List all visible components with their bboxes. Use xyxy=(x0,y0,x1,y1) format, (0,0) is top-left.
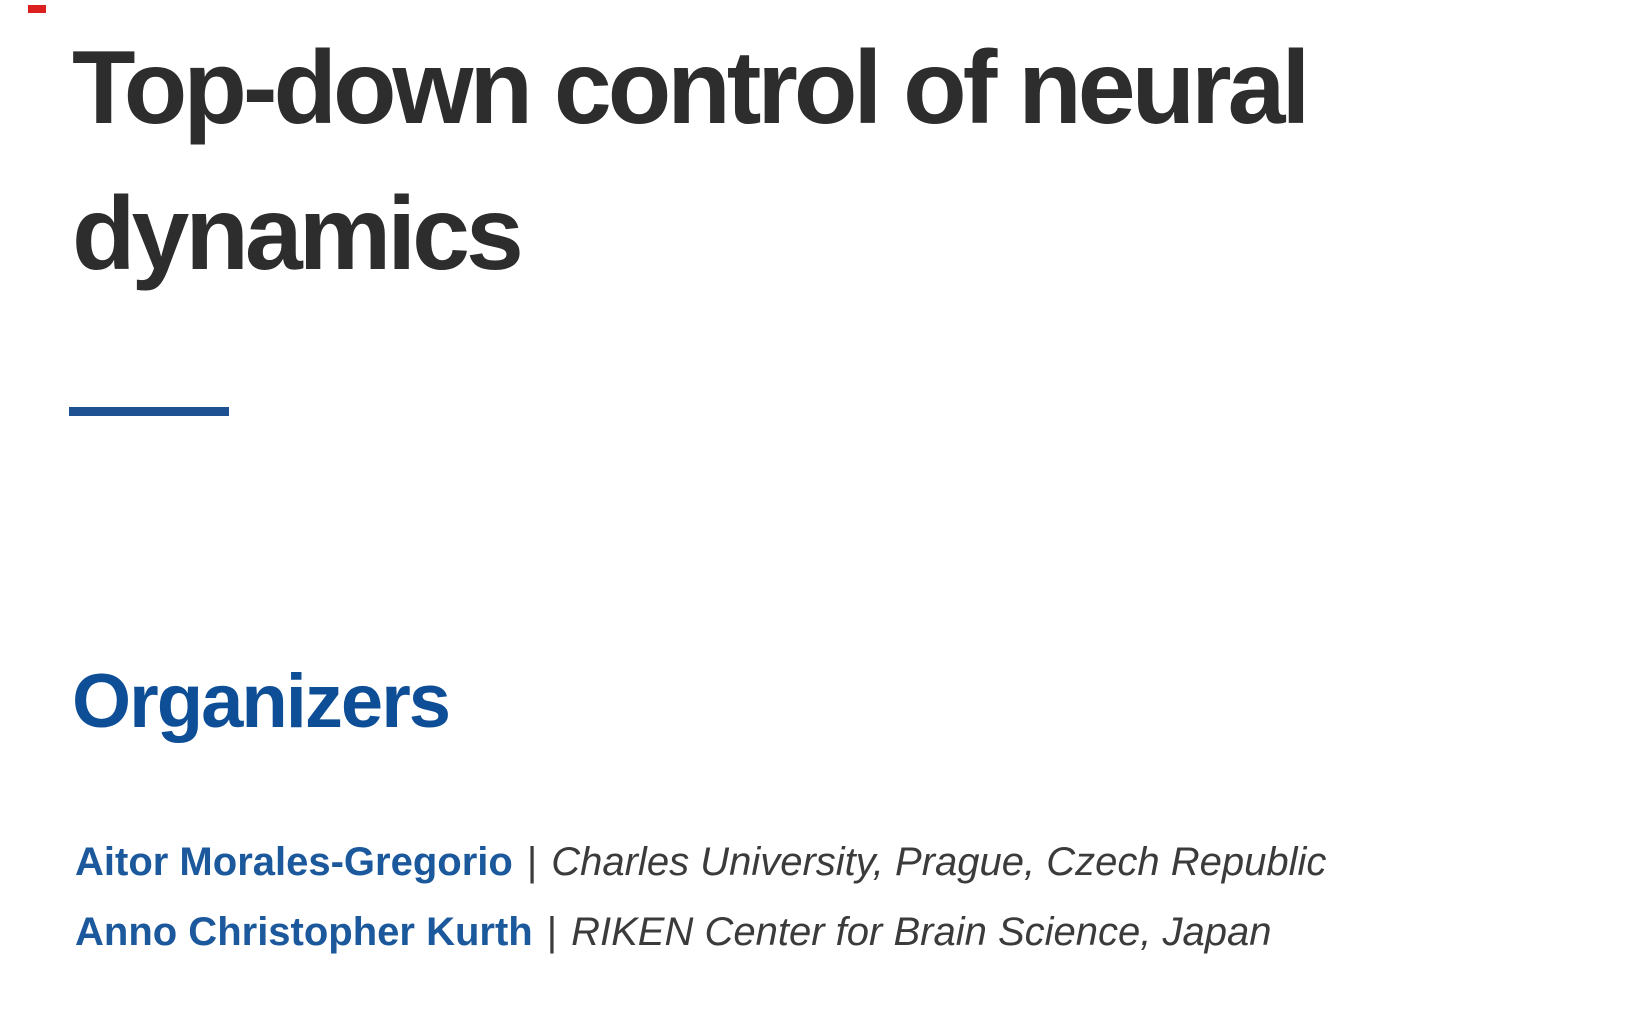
organizer-affiliation: Charles University, Prague, Czech Republic xyxy=(551,840,1327,884)
organizer-row xyxy=(75,827,1326,897)
organizers-list xyxy=(75,827,1326,967)
page-title-line-2: dynamics xyxy=(72,176,520,292)
page-title-line-1: Top-down control of neural xyxy=(72,30,1307,146)
organizer-separator: | xyxy=(526,840,538,884)
organizers-heading: Organizers xyxy=(72,659,450,744)
organizer-row xyxy=(75,897,1326,967)
red-marker xyxy=(28,5,46,13)
title-divider xyxy=(69,407,229,416)
page-title xyxy=(72,15,1306,307)
organizer-name-link[interactable]: Aitor Morales-Gregorio xyxy=(75,840,513,884)
organizer-separator: | xyxy=(546,910,558,954)
organizer-affiliation: RIKEN Center for Brain Science, Japan xyxy=(571,910,1272,954)
organizer-name-link[interactable]: Anno Christopher Kurth xyxy=(75,910,533,954)
